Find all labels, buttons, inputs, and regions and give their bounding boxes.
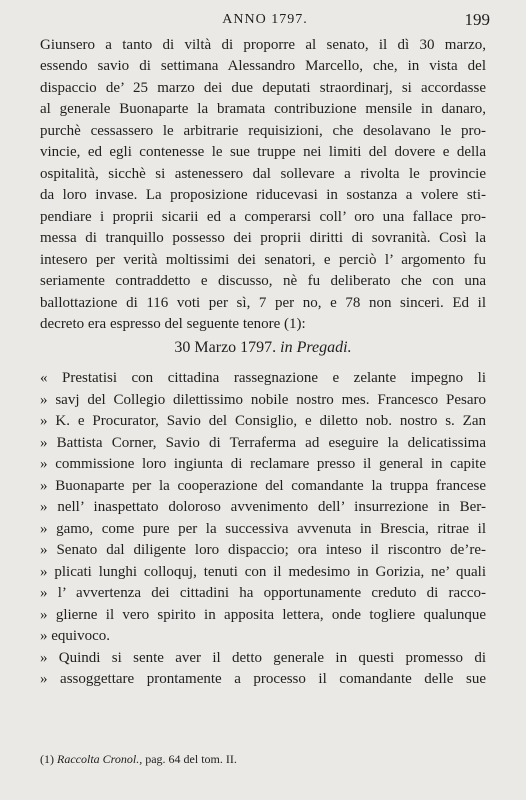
footnote xyxy=(40,752,486,767)
body-line: da loro invase. La proposizione riducevasi in sostanza a volere sti- xyxy=(40,187,486,203)
decree-line: » gamo, come pure per la successiva avvenuta in Brescia, ritrae il xyxy=(40,521,486,537)
body-line: decreto era espresso del seguente tenore (1): xyxy=(40,316,306,332)
decree-line: » Senato dal diligente loro dispaccio; ora inteso il riscontro de’re- xyxy=(40,542,486,558)
footnote-source: Raccolta Cronol., xyxy=(57,752,143,766)
decree-line: » savj del Collegio dilettissimo nobile nostro mes. Francesco Pesaro xyxy=(40,392,486,408)
running-head: ANNO 1797. xyxy=(222,12,308,27)
decree-line: » plicati lunghi colloquj, tenuti con il medesimo in Gorizia, ne’ quali xyxy=(40,564,486,580)
body-line: messa di tranquillo possesso dei proprii diritti di sovranità. Così la xyxy=(40,230,486,246)
decree-line: » K. e Procurator, Savio del Consiglio, e diletto nob. nostro s. Zan xyxy=(40,413,486,429)
decree-line: » equivoco. xyxy=(40,628,110,644)
body-line: al generale Buonaparte la bramata contribuzione mensile in danaro, xyxy=(40,101,486,117)
decree-date: 30 Marzo 1797. xyxy=(174,339,277,356)
body-line: dispaccio de’ 25 marzo dei due deputati straordinarj, si accordasse xyxy=(40,80,486,96)
body-line: ballottazione di 116 voti per sì, 7 per no, e 78 non sinceri. Ed il xyxy=(40,295,486,311)
decree-line: » commissione loro ingiunta di reclamare presso il general in capite xyxy=(40,456,486,472)
decree-line: » l’ avvertenza dei cittadini ha opportunamente creduto di racco- xyxy=(40,585,486,601)
page-number: 199 xyxy=(464,10,490,29)
decree-line: » Quindi si sente aver il detto generale in questi promesso di xyxy=(40,650,486,666)
decree-line: » Battista Corner, Savio di Terraferma ad eseguire la delicatissima xyxy=(40,435,486,451)
body-line: vincie, ed egli contenesse le sue truppe nei limiti del dovere e della xyxy=(40,144,486,160)
decree-line: « Prestatisi con cittadina rassegnazione e zelante impegno li xyxy=(40,370,486,386)
footnote-marker: (1) xyxy=(40,752,54,766)
body-line: seriamente contraddetto e discusso, nè fu deliberato che con una xyxy=(40,273,486,289)
decree-heading xyxy=(40,338,486,358)
decree-line: » Buonaparte per la cooperazione del comandante la truppa francese xyxy=(40,478,486,494)
decree-line: » nell’ inaspettato doloroso avvenimento dell’ insurrezione in Ber- xyxy=(40,499,486,515)
body-line: Giunsero a tanto di viltà di proporre al senato, il dì 30 marzo, xyxy=(40,37,486,53)
body-line: essendo savio di settimana Alessandro Marcello, che, in vista del xyxy=(40,58,486,74)
decree-line: » glierne il vero spirito in apposita lettera, onde togliere qualunque xyxy=(40,607,486,623)
body-line: ospitalità, sicchè si astenessero dal sollevare a rivolta le provincie xyxy=(40,166,486,182)
footnote-reference: pag. 64 del tom. II. xyxy=(145,752,237,766)
page-header xyxy=(40,8,490,30)
body-line: intesero per verità moltissimi dei senatori, e perciò l’ argomento fu xyxy=(40,252,486,268)
body-line: pendiare i proprii sicarii ed a comperarsi coll’ oro una fallace pro- xyxy=(40,209,486,225)
body-line: purchè cessassero le arbitrarie requisizioni, che desolavano le pro- xyxy=(40,123,486,139)
decree-place: in Pregadi. xyxy=(280,339,352,356)
decree-line: » assoggettare prontamente a processo il comandante delle sue xyxy=(40,671,486,687)
